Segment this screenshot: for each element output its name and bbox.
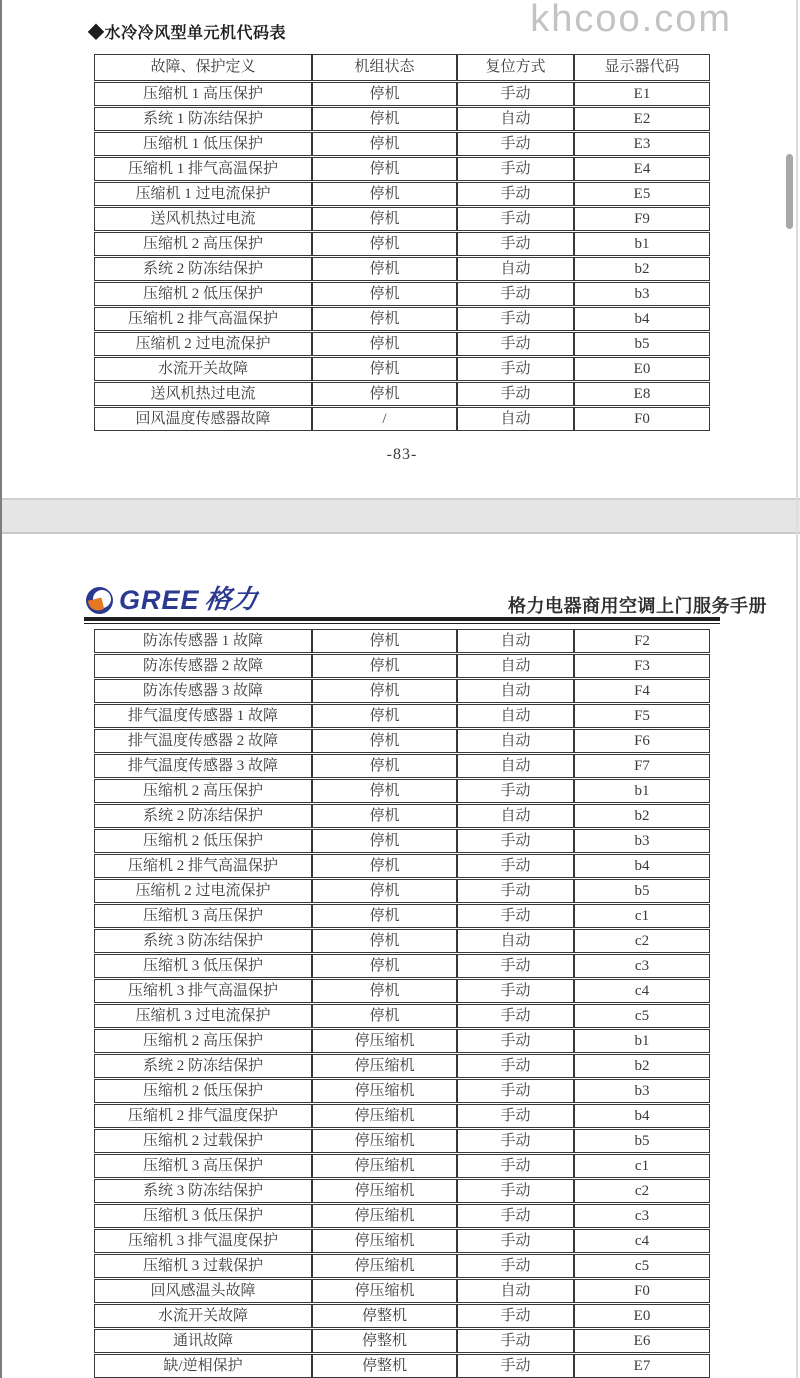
- table-row: [94, 1079, 710, 1103]
- table-row: [94, 1154, 710, 1178]
- table-cell: 压缩机 2 高压保护: [94, 232, 312, 256]
- table-cell: 停机: [312, 257, 457, 281]
- table-cell: c5: [574, 1004, 710, 1028]
- table-cell: 停机: [312, 332, 457, 356]
- table-row: [94, 979, 710, 1003]
- table-cell: 系统 1 防冻结保护: [94, 107, 312, 131]
- table-cell: c2: [574, 1179, 710, 1203]
- table-cell: 压缩机 1 高压保护: [94, 82, 312, 106]
- table-row: [94, 854, 710, 878]
- table-cell: 停机: [312, 629, 457, 653]
- table-cell: 停压缩机: [312, 1179, 457, 1203]
- table-cell: 防冻传感器 3 故障: [94, 679, 312, 703]
- table-cell: 送风机热过电流: [94, 382, 312, 406]
- table-cell: 停整机: [312, 1354, 457, 1378]
- table-cell: 手动: [457, 1179, 574, 1203]
- table-row: [94, 382, 710, 406]
- table-row: [94, 754, 710, 778]
- table-cell: b4: [574, 854, 710, 878]
- table-cell: F7: [574, 754, 710, 778]
- table-cell: 手动: [457, 1304, 574, 1328]
- table-cell: 手动: [457, 979, 574, 1003]
- table-cell: 手动: [457, 232, 574, 256]
- table-cell: 排气温度传感器 2 故障: [94, 729, 312, 753]
- table-cell: 自动: [457, 679, 574, 703]
- table-cell: 压缩机 2 低压保护: [94, 829, 312, 853]
- table-cell: 手动: [457, 879, 574, 903]
- table-cell: 自动: [457, 929, 574, 953]
- table-row: [94, 182, 710, 206]
- table-cell: E0: [574, 1304, 710, 1328]
- table-cell: 停机: [312, 282, 457, 306]
- table-cell: 压缩机 2 排气高温保护: [94, 307, 312, 331]
- table-cell: F3: [574, 654, 710, 678]
- table-cell: 压缩机 2 过电流保护: [94, 879, 312, 903]
- table-cell: 停机: [312, 904, 457, 928]
- table-row: [94, 232, 710, 256]
- logo-orange-wedge: [88, 597, 104, 612]
- table-cell: E6: [574, 1329, 710, 1353]
- header-divider-thin-line: [84, 623, 720, 624]
- table-cell: b1: [574, 232, 710, 256]
- column-header: 显示器代码: [574, 54, 710, 81]
- table-cell: 防冻传感器 2 故障: [94, 654, 312, 678]
- table-cell: 手动: [457, 779, 574, 803]
- table-cell: 自动: [457, 754, 574, 778]
- table-cell: 手动: [457, 854, 574, 878]
- table-cell: 停机: [312, 382, 457, 406]
- table-cell: 手动: [457, 182, 574, 206]
- table-cell: 压缩机 3 低压保护: [94, 954, 312, 978]
- table-cell: 停机: [312, 929, 457, 953]
- page-left-edge-line: [0, 0, 2, 1378]
- table-cell: 手动: [457, 1154, 574, 1178]
- table-row: [94, 1029, 710, 1053]
- table-cell: 自动: [457, 407, 574, 431]
- table-cell: 手动: [457, 829, 574, 853]
- table-cell: b5: [574, 879, 710, 903]
- table-cell: 压缩机 2 过载保护: [94, 1129, 312, 1153]
- table-cell: 手动: [457, 382, 574, 406]
- table-cell: 压缩机 2 低压保护: [94, 282, 312, 306]
- table-cell: 停机: [312, 954, 457, 978]
- table-cell: 防冻传感器 1 故障: [94, 629, 312, 653]
- table-cell: b2: [574, 804, 710, 828]
- table-cell: 手动: [457, 1104, 574, 1128]
- manual-header-title: 格力电器商用空调上门服务手册: [508, 596, 767, 616]
- table-cell: 手动: [457, 1079, 574, 1103]
- table-cell: E4: [574, 157, 710, 181]
- table-cell: 排气温度传感器 3 故障: [94, 754, 312, 778]
- table-row: [94, 282, 710, 306]
- table-cell: 停压缩机: [312, 1204, 457, 1228]
- fault-code-table-page2: [94, 628, 710, 1378]
- table-row: [94, 1104, 710, 1128]
- table-cell: 手动: [457, 157, 574, 181]
- page-number: -83-: [386, 446, 418, 463]
- table-row: [94, 729, 710, 753]
- table-cell: 水流开关故障: [94, 1304, 312, 1328]
- table-cell: 自动: [457, 704, 574, 728]
- header-divider: [84, 617, 720, 624]
- table-cell: F9: [574, 207, 710, 231]
- table-cell: c3: [574, 954, 710, 978]
- table-cell: 水流开关故障: [94, 357, 312, 381]
- table-cell: c3: [574, 1204, 710, 1228]
- table-cell: 压缩机 3 过电流保护: [94, 1004, 312, 1028]
- table-cell: E0: [574, 357, 710, 381]
- table-cell: 手动: [457, 132, 574, 156]
- table-cell: E5: [574, 182, 710, 206]
- table-row: [94, 207, 710, 231]
- table-cell: 手动: [457, 82, 574, 106]
- table-row: [94, 407, 710, 431]
- table-cell: 自动: [457, 107, 574, 131]
- table-cell: 手动: [457, 307, 574, 331]
- table-cell: 停机: [312, 754, 457, 778]
- table-cell: 停机: [312, 804, 457, 828]
- table-cell: 停压缩机: [312, 1154, 457, 1178]
- table-row: [94, 107, 710, 131]
- table-cell: c1: [574, 1154, 710, 1178]
- table-cell: 压缩机 3 高压保护: [94, 1154, 312, 1178]
- table-cell: 停机: [312, 82, 457, 106]
- table-cell: b3: [574, 1079, 710, 1103]
- table-cell: F5: [574, 704, 710, 728]
- table-cell: 手动: [457, 1004, 574, 1028]
- table-cell: 停机: [312, 979, 457, 1003]
- table-cell: 送风机热过电流: [94, 207, 312, 231]
- table-cell: 手动: [457, 904, 574, 928]
- table-cell: F6: [574, 729, 710, 753]
- table-cell: 压缩机 1 低压保护: [94, 132, 312, 156]
- table-cell: 排气温度传感器 1 故障: [94, 704, 312, 728]
- watermark-text: khcoo.com: [530, 0, 732, 40]
- table-row: [94, 1279, 710, 1303]
- table-cell: 停压缩机: [312, 1079, 457, 1103]
- table-cell: 自动: [457, 257, 574, 281]
- table-cell: 手动: [457, 1029, 574, 1053]
- fault-code-table-page1: [94, 53, 710, 432]
- table-cell: 停机: [312, 157, 457, 181]
- table-row: [94, 82, 710, 106]
- scrollbar-thumb[interactable]: [786, 154, 793, 229]
- table-row: [94, 332, 710, 356]
- table-cell: c2: [574, 929, 710, 953]
- table-cell: 系统 3 防冻结保护: [94, 1179, 312, 1203]
- section-title: ◆水冷冷风型单元机代码表: [88, 25, 287, 42]
- column-header: 机组状态: [312, 54, 457, 81]
- table-row: [94, 929, 710, 953]
- table-cell: 停机: [312, 729, 457, 753]
- table-row: [94, 307, 710, 331]
- table-row: [94, 879, 710, 903]
- table-cell: 压缩机 2 过电流保护: [94, 332, 312, 356]
- table-cell: c4: [574, 1229, 710, 1253]
- table-cell: 停机: [312, 679, 457, 703]
- table-cell: 停机: [312, 854, 457, 878]
- table-cell: 停机: [312, 232, 457, 256]
- table-cell: b4: [574, 307, 710, 331]
- table-cell: 系统 2 防冻结保护: [94, 1054, 312, 1078]
- table-row: [94, 257, 710, 281]
- table-cell: 系统 3 防冻结保护: [94, 929, 312, 953]
- table-cell: 压缩机 3 低压保护: [94, 1204, 312, 1228]
- table-cell: 停机: [312, 207, 457, 231]
- table-cell: b2: [574, 1054, 710, 1078]
- table-cell: 停压缩机: [312, 1104, 457, 1128]
- table-cell: 停整机: [312, 1304, 457, 1328]
- table-row: [94, 357, 710, 381]
- table-row: [94, 1204, 710, 1228]
- table-cell: 自动: [457, 629, 574, 653]
- table-cell: b2: [574, 257, 710, 281]
- table-cell: 压缩机 3 排气高温保护: [94, 979, 312, 1003]
- column-header: 复位方式: [457, 54, 574, 81]
- table-cell: 自动: [457, 729, 574, 753]
- table-cell: 手动: [457, 282, 574, 306]
- table-cell: 停机: [312, 1004, 457, 1028]
- table-cell: b3: [574, 282, 710, 306]
- header-divider-thick-line: [84, 617, 720, 621]
- table-cell: 手动: [457, 1329, 574, 1353]
- table-cell: E7: [574, 1354, 710, 1378]
- table-cell: 手动: [457, 1204, 574, 1228]
- table-cell: b3: [574, 829, 710, 853]
- table-cell: 压缩机 3 高压保护: [94, 904, 312, 928]
- table-cell: 压缩机 2 高压保护: [94, 779, 312, 803]
- table-row: [94, 904, 710, 928]
- table-cell: 压缩机 2 低压保护: [94, 1079, 312, 1103]
- table-row: [94, 1179, 710, 1203]
- table-cell: /: [312, 407, 457, 431]
- table-cell: 压缩机 3 排气温度保护: [94, 1229, 312, 1253]
- table-cell: 通讯故障: [94, 1329, 312, 1353]
- table-cell: E8: [574, 382, 710, 406]
- table-row: [94, 779, 710, 803]
- table-cell: 手动: [457, 1229, 574, 1253]
- gree-wordmark: GREE: [119, 584, 200, 615]
- table-row: [94, 157, 710, 181]
- table-cell: 停压缩机: [312, 1029, 457, 1053]
- table-cell: 手动: [457, 1254, 574, 1278]
- table-cell: 系统 2 防冻结保护: [94, 257, 312, 281]
- page-break-band: [0, 498, 800, 534]
- table-row: [94, 1004, 710, 1028]
- table-cell: 停机: [312, 779, 457, 803]
- table-cell: b4: [574, 1104, 710, 1128]
- table-row: [94, 132, 710, 156]
- table-cell: 停压缩机: [312, 1254, 457, 1278]
- table-cell: b1: [574, 1029, 710, 1053]
- table-cell: F0: [574, 1279, 710, 1303]
- table-cell: 压缩机 3 过载保护: [94, 1254, 312, 1278]
- table-cell: 停机: [312, 307, 457, 331]
- table-cell: 自动: [457, 1279, 574, 1303]
- table-cell: 压缩机 1 过电流保护: [94, 182, 312, 206]
- table-cell: 手动: [457, 954, 574, 978]
- gree-logo: [86, 584, 257, 616]
- table-row: [94, 1054, 710, 1078]
- table-row: [94, 954, 710, 978]
- table-cell: 自动: [457, 804, 574, 828]
- gree-chinese-calligraphy: 格力: [202, 585, 259, 614]
- table-cell: 停机: [312, 107, 457, 131]
- table-cell: 回风温度传感器故障: [94, 407, 312, 431]
- table-cell: 手动: [457, 207, 574, 231]
- table-cell: b1: [574, 779, 710, 803]
- table-cell: 手动: [457, 1054, 574, 1078]
- table-cell: 停机: [312, 879, 457, 903]
- table-cell: E2: [574, 107, 710, 131]
- table-cell: 停机: [312, 357, 457, 381]
- column-header: 故障、保护定义: [94, 54, 312, 81]
- table-cell: 压缩机 2 排气温度保护: [94, 1104, 312, 1128]
- table-cell: 自动: [457, 654, 574, 678]
- table-cell: c1: [574, 904, 710, 928]
- table-cell: 停机: [312, 654, 457, 678]
- table-row: [94, 629, 710, 653]
- table-cell: 停压缩机: [312, 1129, 457, 1153]
- table-cell: 停压缩机: [312, 1229, 457, 1253]
- table-cell: E3: [574, 132, 710, 156]
- table-row: [94, 654, 710, 678]
- table-header-row: [94, 54, 710, 81]
- gree-logo-icon: [86, 587, 113, 614]
- table-row: [94, 829, 710, 853]
- table-row: [94, 1354, 710, 1378]
- table-cell: F4: [574, 679, 710, 703]
- table-cell: 手动: [457, 332, 574, 356]
- table-cell: 手动: [457, 357, 574, 381]
- table-cell: F0: [574, 407, 710, 431]
- table-cell: 回风感温头故障: [94, 1279, 312, 1303]
- table-cell: F2: [574, 629, 710, 653]
- table-cell: 手动: [457, 1129, 574, 1153]
- table-row: [94, 1129, 710, 1153]
- table-cell: 停机: [312, 829, 457, 853]
- table-row: [94, 1329, 710, 1353]
- table-cell: 手动: [457, 1354, 574, 1378]
- table-cell: b5: [574, 332, 710, 356]
- table-cell: b5: [574, 1129, 710, 1153]
- table-cell: c4: [574, 979, 710, 1003]
- table-cell: E1: [574, 82, 710, 106]
- page-right-edge-line: [796, 0, 798, 1378]
- table-cell: 停机: [312, 704, 457, 728]
- table-cell: c5: [574, 1254, 710, 1278]
- table-cell: 停压缩机: [312, 1054, 457, 1078]
- table-cell: 压缩机 1 排气高温保护: [94, 157, 312, 181]
- table-cell: 压缩机 2 高压保护: [94, 1029, 312, 1053]
- table-row: [94, 1229, 710, 1253]
- table-row: [94, 1254, 710, 1278]
- table-cell: 停整机: [312, 1329, 457, 1353]
- table-row: [94, 1304, 710, 1328]
- table-row: [94, 804, 710, 828]
- table-cell: 系统 2 防冻结保护: [94, 804, 312, 828]
- table-row: [94, 679, 710, 703]
- table-cell: 停机: [312, 182, 457, 206]
- table-cell: 压缩机 2 排气高温保护: [94, 854, 312, 878]
- table-cell: 停机: [312, 132, 457, 156]
- table-row: [94, 704, 710, 728]
- table-cell: 停压缩机: [312, 1279, 457, 1303]
- table-cell: 缺/逆相保护: [94, 1354, 312, 1378]
